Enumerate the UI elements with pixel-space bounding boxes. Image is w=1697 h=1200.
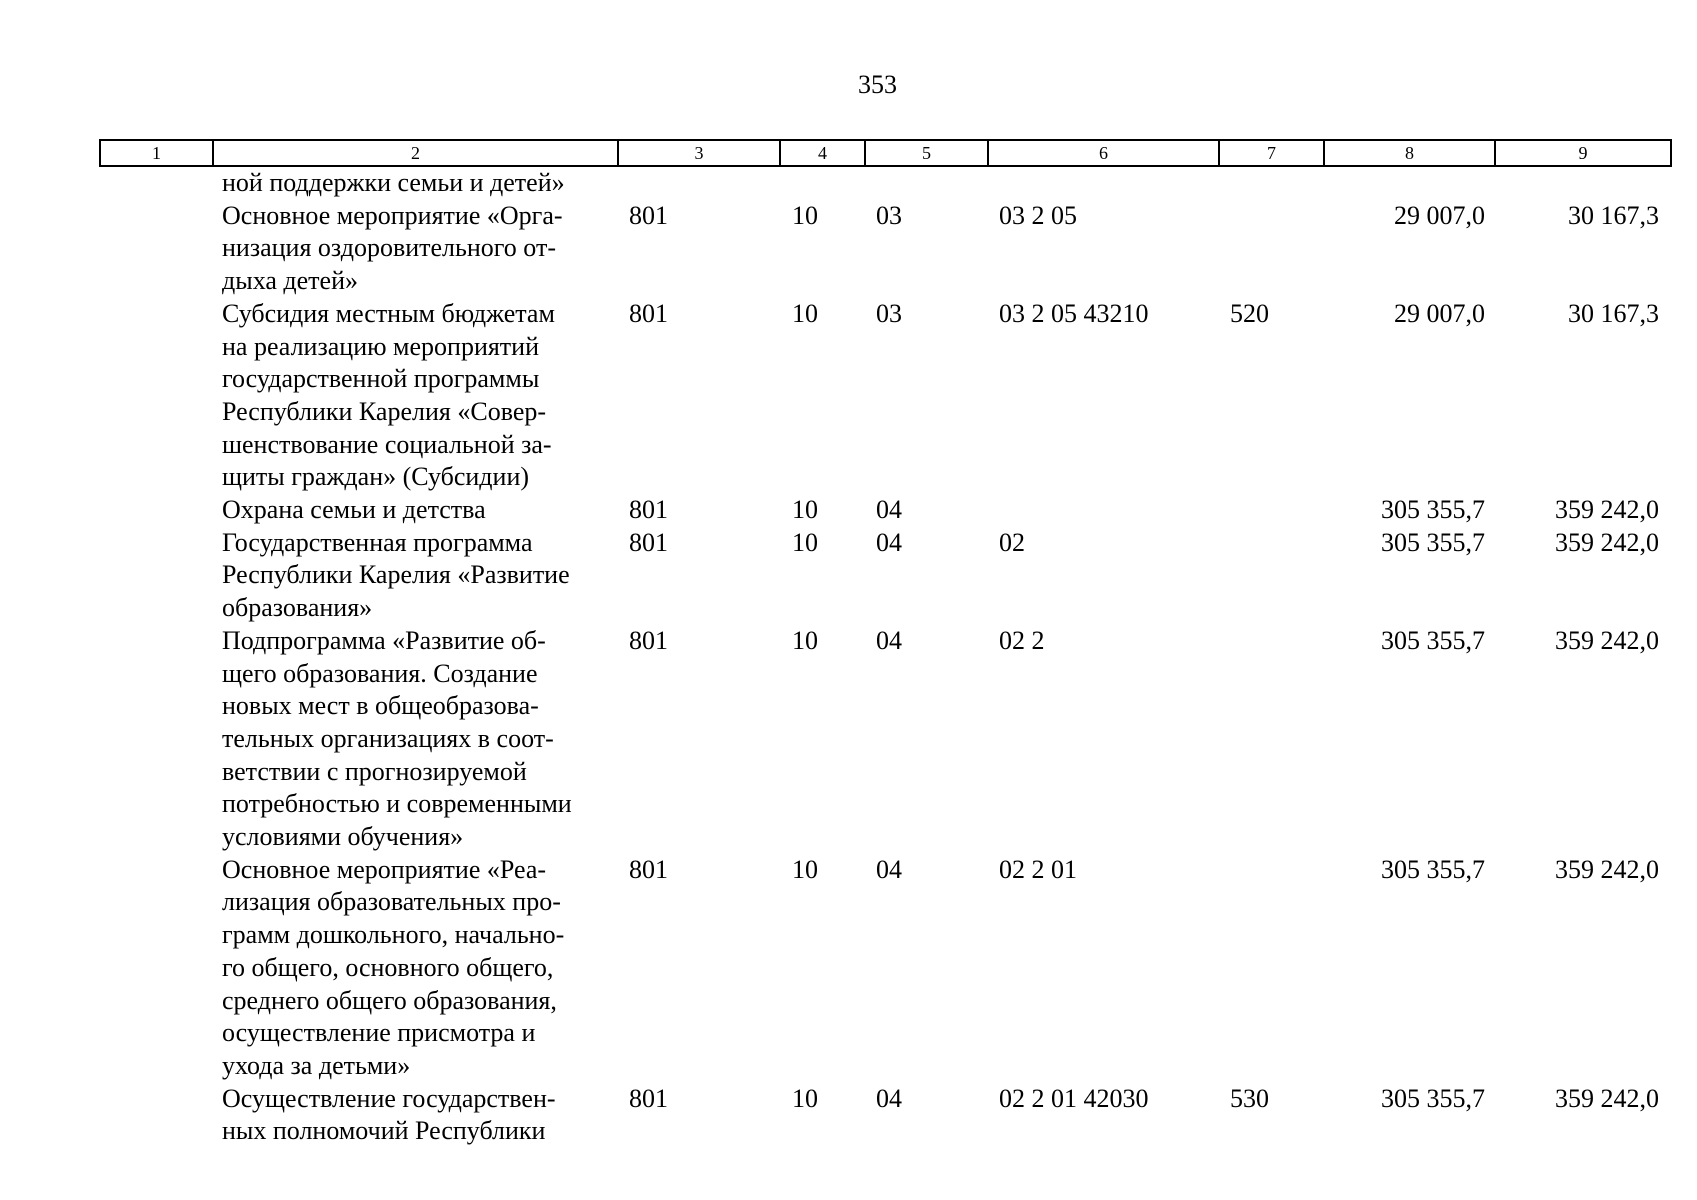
subsection-code: 04 — [876, 527, 902, 557]
section-code: 10 — [792, 527, 818, 557]
row-name — [222, 527, 622, 625]
row-name-line: новых мест в общеобразова- — [222, 691, 539, 721]
table-row — [99, 167, 1670, 200]
row-name — [222, 167, 622, 200]
table-row — [99, 200, 1670, 298]
section-code: 10 — [792, 625, 818, 655]
section-code: 10 — [792, 854, 818, 884]
table-row — [99, 527, 1670, 625]
row-name-line: потребностью и современными — [222, 789, 572, 819]
amount-year-1: 305 355,7 — [1381, 527, 1485, 557]
row-name-line: ной поддержки семьи и детей» — [222, 168, 565, 197]
row-name-line: тельных организациях в соот- — [222, 723, 554, 753]
row-name-line: осуществление присмотра и — [222, 1018, 536, 1048]
subsection-code: 04 — [876, 1083, 902, 1113]
row-name-line: щего образования. Создание — [222, 658, 538, 688]
table-row — [99, 298, 1670, 494]
row-name-line: лизация образовательных про- — [222, 887, 561, 917]
header-col-4: 4 — [780, 140, 865, 166]
row-name-line: среднего общего образования, — [222, 985, 557, 1015]
target-article-code: 02 2 01 — [999, 854, 1077, 884]
ministry-code: 801 — [629, 1083, 668, 1113]
row-name — [222, 1083, 622, 1148]
page-number: 353 — [858, 70, 897, 99]
amount-year-2: 359 242,0 — [1555, 495, 1659, 525]
amount-year-2: 359 242,0 — [1555, 1083, 1659, 1113]
row-name-line: низация оздоровительного от- — [222, 233, 556, 263]
target-article-code: 02 2 01 42030 — [999, 1083, 1149, 1113]
amount-year-1: 305 355,7 — [1381, 1083, 1485, 1113]
section-code: 10 — [792, 200, 818, 230]
row-name-line: грамм дошкольного, начально- — [222, 920, 565, 950]
table-header — [99, 139, 1672, 167]
row-name-line: ухода за детьми» — [222, 1050, 411, 1080]
amount-year-2: 359 242,0 — [1555, 625, 1659, 655]
section-code: 10 — [792, 1083, 818, 1113]
amount-year-1: 29 007,0 — [1394, 200, 1485, 230]
table-row — [99, 625, 1670, 854]
row-name-line: шенствование социальной за- — [222, 429, 552, 459]
table-row — [99, 1083, 1670, 1148]
row-name — [222, 625, 622, 854]
table-body — [99, 167, 1670, 1148]
header-col-7: 7 — [1219, 140, 1324, 166]
row-name-line: Основное мероприятие «Орга- — [222, 200, 563, 230]
target-article-code: 03 2 05 43210 — [999, 298, 1149, 328]
ministry-code: 801 — [629, 527, 668, 557]
target-article-code: 02 2 — [999, 625, 1045, 655]
row-name — [222, 494, 622, 527]
section-code: 10 — [792, 298, 818, 328]
subsection-code: 04 — [876, 495, 902, 525]
row-name-line: Осуществление государствен- — [222, 1083, 556, 1113]
expense-type-code: 520 — [1230, 298, 1269, 328]
subsection-code: 04 — [876, 625, 902, 655]
row-name-line: Основное мероприятие «Реа- — [222, 854, 547, 884]
header-col-2: 2 — [213, 140, 618, 166]
row-name-line: щиты граждан» (Субсидии) — [222, 462, 530, 492]
header-col-1: 1 — [100, 140, 213, 166]
table-row — [99, 494, 1670, 527]
row-name-line: Государственная программа — [222, 527, 533, 557]
target-article-code: 02 — [999, 527, 1025, 557]
row-name-line: Республики Карелия «Развитие — [222, 560, 570, 590]
row-name-line: условиями обучения» — [222, 822, 464, 852]
amount-year-2: 30 167,3 — [1568, 200, 1659, 230]
amount-year-1: 29 007,0 — [1394, 298, 1485, 328]
row-name-line: Подпрограмма «Развитие об- — [222, 625, 546, 655]
ministry-code: 801 — [629, 625, 668, 655]
amount-year-2: 30 167,3 — [1568, 298, 1659, 328]
row-name — [222, 200, 622, 298]
subsection-code: 03 — [876, 200, 902, 230]
row-name-line: Субсидия местным бюджетам — [222, 298, 555, 328]
subsection-code: 04 — [876, 854, 902, 884]
row-name — [222, 854, 622, 1083]
row-name-line: на реализацию мероприятий — [222, 331, 540, 361]
row-name-line: ных полномочий Республики — [222, 1116, 546, 1146]
amount-year-1: 305 355,7 — [1381, 625, 1485, 655]
ministry-code: 801 — [629, 854, 668, 884]
amount-year-2: 359 242,0 — [1555, 527, 1659, 557]
row-name-line: Республики Карелия «Совер- — [222, 396, 547, 426]
row-name-line: образования» — [222, 593, 373, 623]
row-name-line: государственной программы — [222, 364, 540, 394]
header-col-8: 8 — [1324, 140, 1495, 166]
header-col-5: 5 — [865, 140, 988, 166]
ministry-code: 801 — [629, 298, 668, 328]
ministry-code: 801 — [629, 495, 668, 525]
expense-type-code: 530 — [1230, 1083, 1269, 1113]
section-code: 10 — [792, 495, 818, 525]
table-row — [99, 854, 1670, 1083]
row-name-line: ветствии с прогнозируемой — [222, 756, 527, 786]
header-col-3: 3 — [618, 140, 780, 166]
row-name-line: го общего, основного общего, — [222, 952, 554, 982]
header-col-6: 6 — [988, 140, 1219, 166]
ministry-code: 801 — [629, 200, 668, 230]
header-col-9: 9 — [1495, 140, 1671, 166]
row-name — [222, 298, 622, 494]
amount-year-2: 359 242,0 — [1555, 854, 1659, 884]
amount-year-1: 305 355,7 — [1381, 854, 1485, 884]
amount-year-1: 305 355,7 — [1381, 495, 1485, 525]
row-name-line: Охрана семьи и детства — [222, 495, 486, 525]
row-name-line: дыха детей» — [222, 266, 358, 296]
subsection-code: 03 — [876, 298, 902, 328]
target-article-code: 03 2 05 — [999, 200, 1077, 230]
